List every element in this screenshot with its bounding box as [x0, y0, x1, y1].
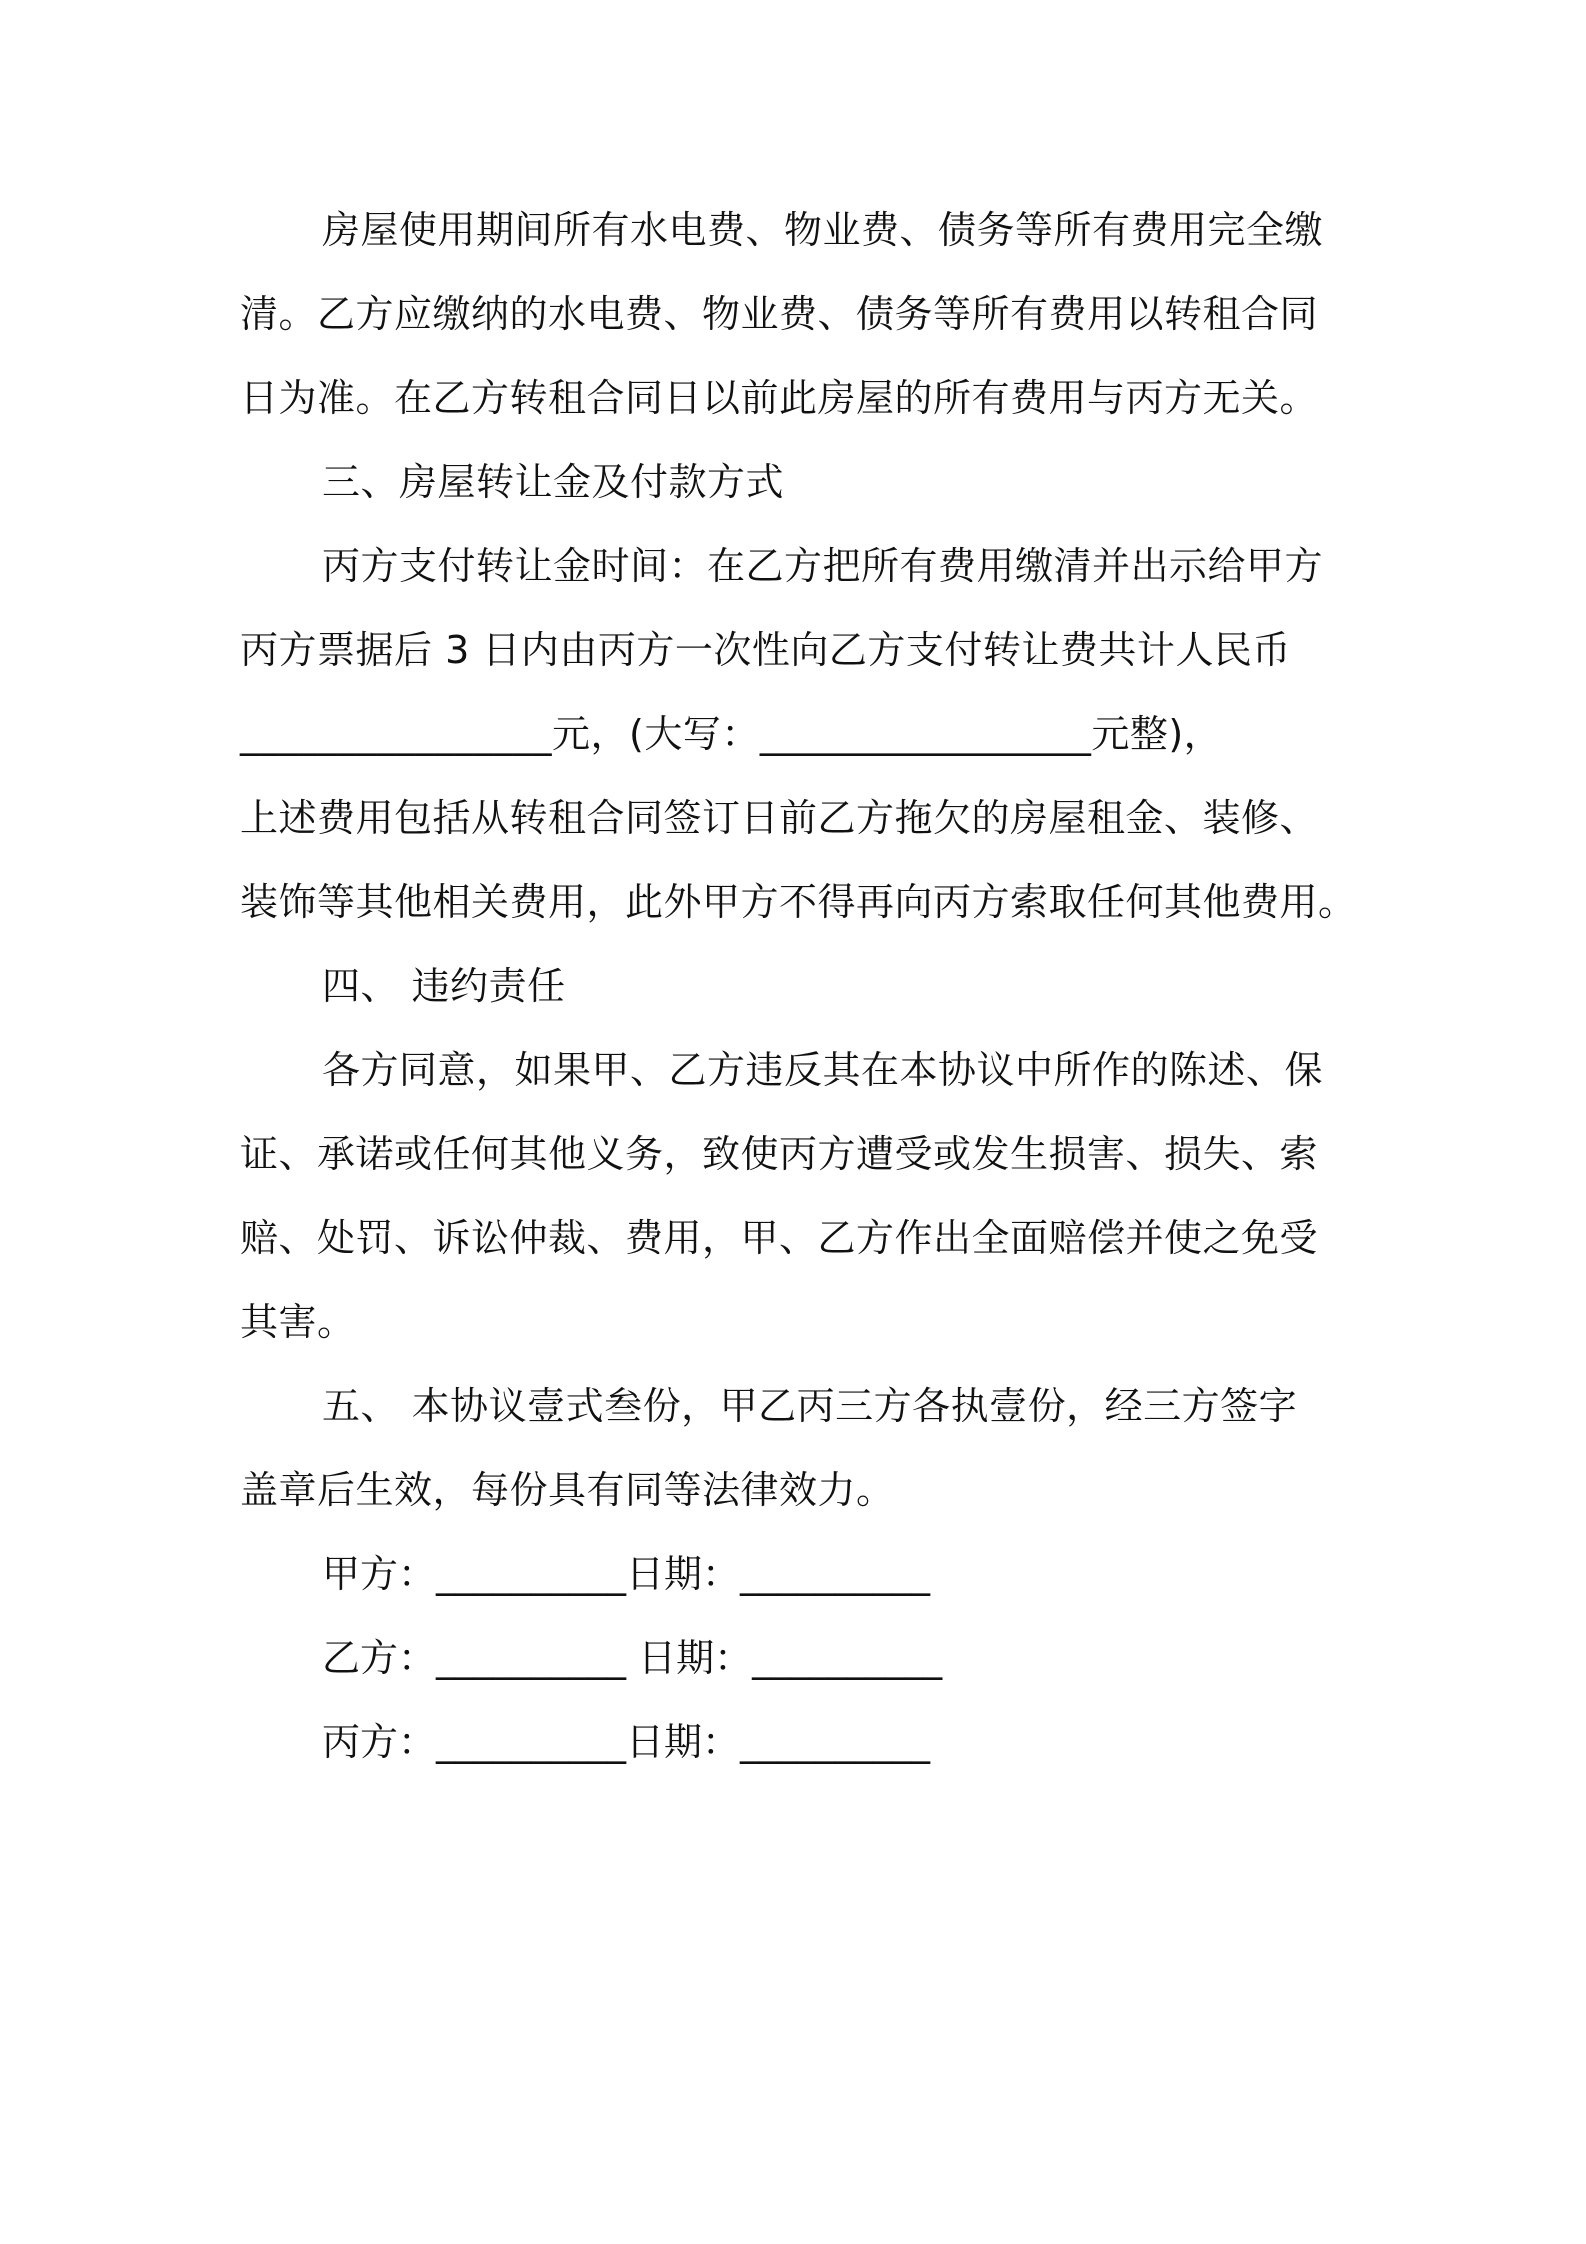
paragraph-line: 上述费用包括从转租合同签订日前乙方拖欠的房屋租金、装修、 — [240, 796, 1319, 840]
amount-blank-line: ________________元，(大写：_________________元整)， — [240, 712, 1223, 756]
signature-row-party-b — [322, 1633, 942, 1683]
section-heading: 三、房屋转让金及付款方式 — [322, 460, 785, 504]
paragraph-line: 日为准。在乙方转租合同日以前此房屋的所有费用与丙方无关。 — [240, 376, 1319, 420]
date-label: 日期： — [626, 1720, 741, 1764]
paragraph-line: 清。乙方应缴纳的水电费、物业费、债务等所有费用以转租合同 — [240, 292, 1319, 336]
section-heading: 五、 本协议壹式叁份，甲乙丙三方各执壹份，经三方签字 — [322, 1384, 1298, 1428]
paragraph-line: 赔、处罚、诉讼仲裁、费用，甲、乙方作出全面赔偿并使之免受 — [240, 1216, 1319, 1260]
party-label: 甲方： — [322, 1552, 437, 1596]
signature-row-party-c — [322, 1717, 930, 1767]
date-blank: __________ — [740, 1552, 931, 1596]
signature-row-party-a — [322, 1549, 930, 1599]
party-label: 乙方： — [322, 1636, 437, 1680]
party-signature-blank: __________ — [436, 1636, 627, 1680]
paragraph-line: 各方同意，如果甲、乙方违反其在本协议中所作的陈述、保 — [322, 1048, 1324, 1092]
date-blank: __________ — [752, 1636, 943, 1680]
date-label: 日期： — [626, 1636, 753, 1680]
date-label: 日期： — [626, 1552, 741, 1596]
paragraph-line: 丙方支付转让金时间：在乙方把所有费用缴清并出示给甲方 — [322, 544, 1324, 588]
paragraph-line: 其害。 — [240, 1300, 356, 1344]
paragraph-line: 证、承诺或任何其他义务，致使丙方遭受或发生损害、损失、索 — [240, 1132, 1319, 1176]
party-signature-blank: __________ — [436, 1720, 627, 1764]
party-label: 丙方： — [322, 1720, 437, 1764]
paragraph-line: 房屋使用期间所有水电费、物业费、债务等所有费用完全缴 — [322, 208, 1324, 252]
paragraph-line: 丙方票据后 3 日内由丙方一次性向乙方支付转让费共计人民币 — [240, 628, 1291, 672]
paragraph-line: 盖章后生效，每份具有同等法律效力。 — [240, 1468, 895, 1512]
date-blank: __________ — [740, 1720, 931, 1764]
party-signature-blank: __________ — [436, 1552, 627, 1596]
paragraph-line: 装饰等其他相关费用，此外甲方不得再向丙方索取任何其他费用。 — [240, 880, 1357, 924]
section-heading: 四、 违约责任 — [322, 964, 566, 1008]
